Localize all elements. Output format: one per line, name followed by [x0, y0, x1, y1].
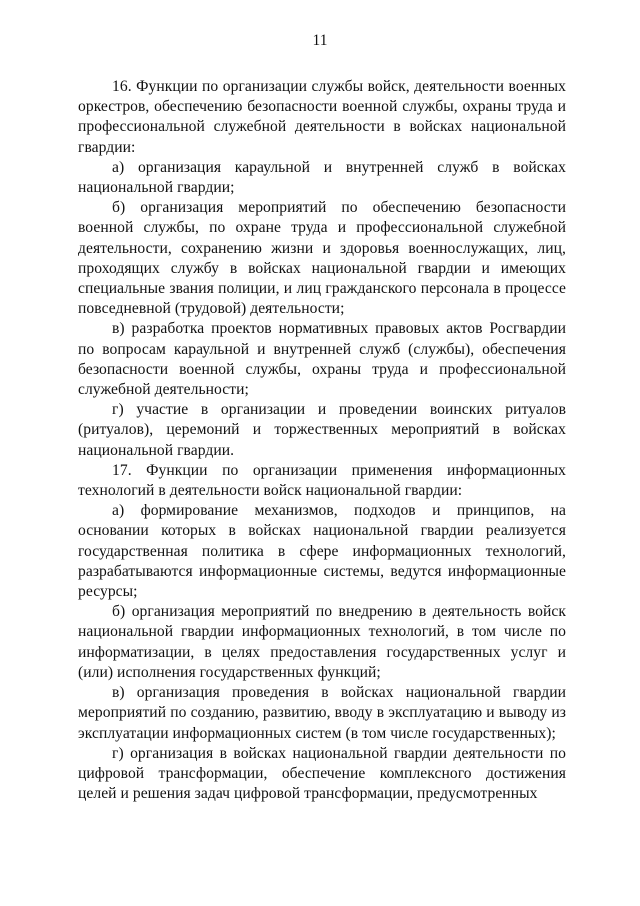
paragraph-17-c: в) организация проведения в войсках национальной гвардии мероприятий по созданию, развитию, вводу в эксплуатацию и выводу из эксплуатации информационных систем (в том числе государственных);: [78, 684, 566, 742]
paragraph-16-c: в) разработка проектов нормативных правовых актов Росгвардии по вопросам караульной и внутренней служб (службы), обеспечения безопасности военной службы, охраны труда и профессиональной служебной деятельности;: [78, 320, 566, 399]
paragraph-16-heading: 16. Функции по организации службы войск, деятельности военных оркестров, обеспечению безопасности военной службы, охраны труда и профессиональной служебной деятельности в войсках национальной гвардии:: [78, 78, 566, 156]
paragraph-16-a: а) организация караульной и внутренней служб в войсках национальной гвардии;: [78, 158, 566, 197]
paragraph-16-b: б) организация мероприятий по обеспечению безопасности военной службы, по охране труда и профессиональной служебной деятельности, сохранению жизни и здоровья военнослужащих, лиц, проходящих службу в войсках национальной гвардии и имеющих специальные звания полиции, и лиц гражданского персонала в процессе повседневной (трудовой) деятельности;: [78, 199, 566, 318]
document-body: [78, 77, 566, 804]
page-number: 11: [312, 32, 328, 49]
paragraph-17-a: а) формирование механизмов, подходов и принципов, на основании которых в войсках национальной гвардии реализуется государственная политика в сфере информационных технологий, разрабатываются информационные системы, ведутся информационные ресурсы;: [78, 502, 566, 601]
paragraph-17-d: г) организация в войсках национальной гвардии деятельности по цифровой трансформации, обеспечение комплексного достижения целей и решения задач цифровой трансформации, предусмотренных: [78, 744, 566, 803]
paragraph-17-b: б) организация мероприятий по внедрению в деятельность войск национальной гвардии информационных технологий, в том числе по информатизации, в целях предоставления государственных услуг и (или) исполнения государственных функций;: [78, 603, 566, 681]
paragraph-16-d: г) участие в организации и проведении воинских ритуалов (ритуалов), церемоний и торжественных мероприятий в войсках национальной гвардии.: [78, 401, 566, 459]
paragraph-17-heading: 17. Функции по организации применения информационных технологий в деятельности войск национальной гвардии:: [78, 461, 566, 500]
